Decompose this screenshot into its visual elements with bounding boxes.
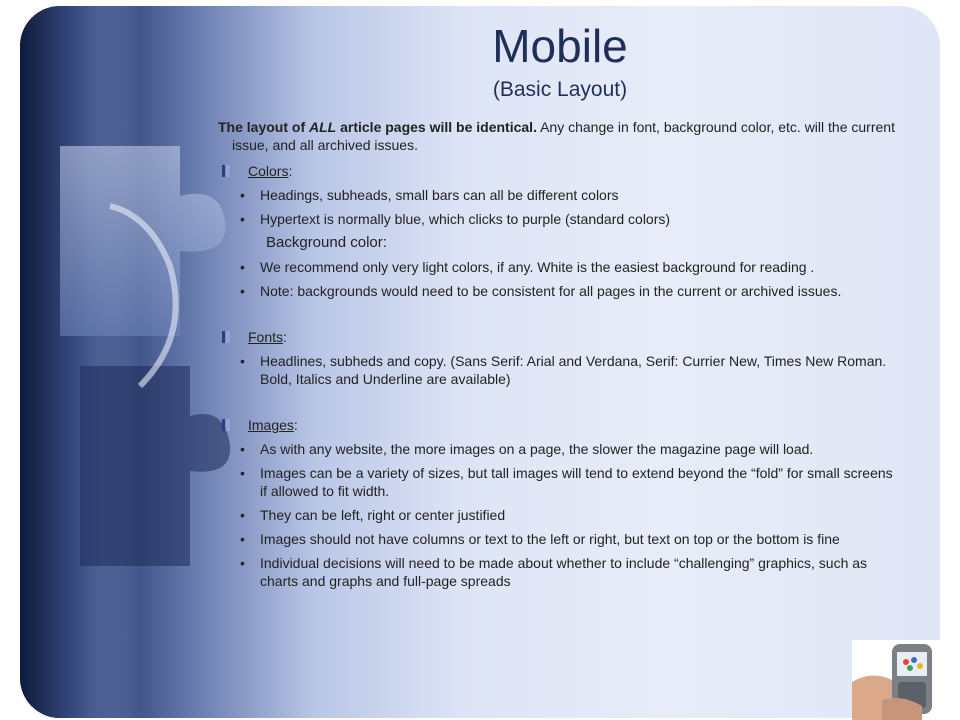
spacer bbox=[218, 306, 903, 324]
section-heading: Fonts bbox=[248, 329, 284, 345]
list-item-text: Images can be a variety of sizes, but tall images will tend to extend beyond the “fold” for small screens if allowed to fit width. bbox=[260, 465, 893, 499]
section-heading-colon: : bbox=[293, 417, 298, 433]
bullet-dot: • bbox=[240, 531, 245, 547]
section-bullet-icon bbox=[222, 165, 230, 177]
bullet-dot: • bbox=[240, 283, 245, 299]
list-item-text: Images should not have columns or text to the left or right, but text on top or the bottom is fine bbox=[260, 531, 840, 547]
section-heading: Images bbox=[248, 417, 294, 433]
spacer bbox=[218, 394, 903, 412]
section-colors bbox=[218, 162, 903, 180]
intro-bold-2: article pages will be identical. bbox=[336, 119, 537, 135]
section-images bbox=[218, 416, 903, 434]
list-item bbox=[218, 186, 903, 204]
section-heading: Colors bbox=[248, 163, 289, 179]
list-item bbox=[218, 258, 903, 276]
bullet-dot: • bbox=[240, 259, 245, 275]
bullet-dot: • bbox=[240, 441, 245, 457]
intro-bold-1: The layout of bbox=[218, 119, 309, 135]
bullet-dot: • bbox=[240, 555, 245, 571]
section-fonts bbox=[218, 328, 903, 346]
list-item-text: Note: backgrounds would need to be consistent for all pages in the current or archived issues. bbox=[260, 283, 842, 299]
intro-bold-italic: ALL bbox=[309, 119, 337, 135]
list-item bbox=[218, 554, 903, 590]
bullet-dot: • bbox=[240, 211, 245, 227]
slide-content bbox=[218, 118, 903, 596]
slide-subtitle: (Basic Layout) bbox=[492, 78, 628, 101]
section-bullet-icon bbox=[222, 331, 230, 343]
list-item bbox=[218, 282, 903, 300]
section-heading-colon: : bbox=[288, 163, 293, 179]
hand-holding-phone-image bbox=[852, 640, 944, 720]
bullet-dot: • bbox=[240, 507, 245, 523]
list-item-text: Individual decisions will need to be made about whether to include “challenging” graphics, such as charts and graphs and full-page spreads bbox=[260, 555, 868, 589]
list-item bbox=[218, 440, 903, 458]
list-item-text: They can be left, right or center justified bbox=[260, 507, 506, 523]
list-item bbox=[218, 352, 903, 388]
section-heading-colon: : bbox=[283, 329, 287, 345]
list-item-text: Headings, subheads, small bars can all be different colors bbox=[260, 187, 619, 203]
background-color-label: Background color: bbox=[266, 234, 387, 251]
section-bullet-icon bbox=[222, 419, 230, 431]
bullet-dot: • bbox=[240, 187, 245, 203]
list-item bbox=[218, 506, 903, 524]
list-item-text: As with any website, the more images on a page, the slower the magazine page will load. bbox=[260, 441, 814, 457]
list-item-text: We recommend only very light colors, if any. White is the easiest background for reading . bbox=[260, 259, 815, 275]
list-item-text: Hypertext is normally blue, which clicks to purple (standard colors) bbox=[260, 211, 671, 227]
intro-rest: Any change in font, background color, etc. will the current issue, and all archived issues. bbox=[232, 119, 895, 153]
list-item-text: Headlines, subheds and copy. (Sans Serif: Arial and Verdana, Serif: Currier New, Times New Roman. Bold, Italics and Underline are available) bbox=[260, 353, 887, 387]
list-item bbox=[218, 464, 903, 500]
bullet-dot: • bbox=[240, 465, 245, 481]
bullet-dot: • bbox=[240, 353, 245, 369]
slide-title: Mobile bbox=[492, 20, 628, 72]
list-item bbox=[218, 530, 903, 548]
intro-paragraph bbox=[218, 118, 903, 154]
list-item bbox=[218, 210, 903, 228]
